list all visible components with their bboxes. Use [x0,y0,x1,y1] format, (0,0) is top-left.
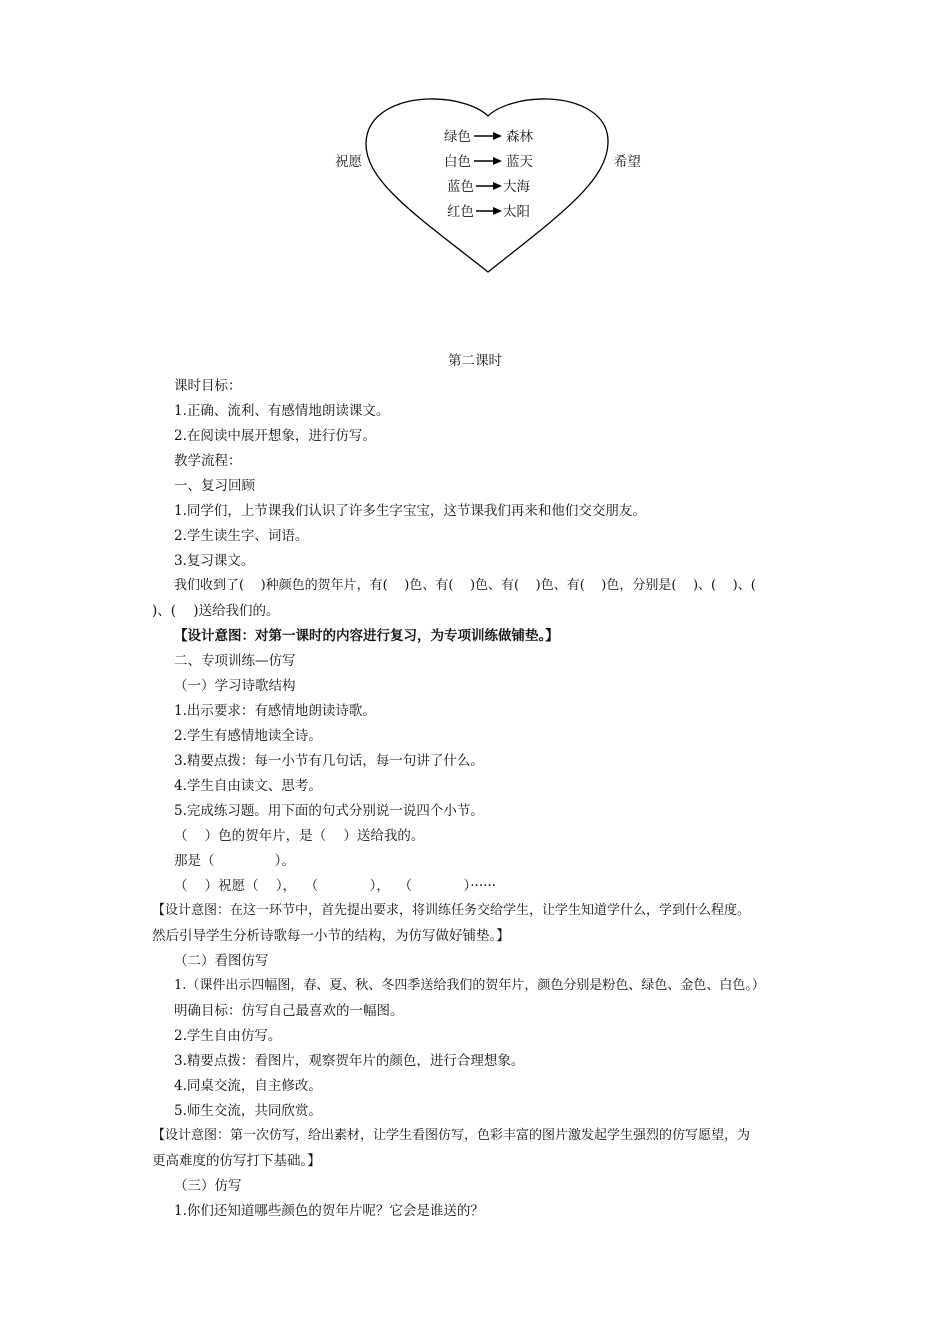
arrowhead-icon [493,207,502,215]
text-line: 4.学生自由读文、思考。 [174,778,322,794]
row-color: 红色 [447,204,474,220]
text-line: 3.精要点拨：看图片，观察贺年片的颜色，进行合理想象。 [174,1053,525,1069]
row-thing: 太阳 [503,204,530,220]
design-note: 更高难度的仿写打下基础。】 [152,1153,321,1169]
text-line: 1.正确、流利、有感情地朗读课文。 [174,403,390,419]
text-line: 1.同学们，上节课我们认识了许多生字宝宝，这节课我们再来和他们交交朋友。 [174,503,646,519]
text-line: 4.同桌交流，自主修改。 [174,1078,322,1094]
left-label: 祝愿 [335,154,362,170]
text-line: （一）学习诗歌结构 [174,678,296,694]
row-thing: 森林 [506,129,533,145]
design-note: 【设计意图：在这一环节中，首先提出要求，将训练任务交给学生，让学生知道学什么，学到什么程度。 [152,903,751,918]
text-line: （ ）色的贺年片，是（ ）送给我的。 [174,828,425,844]
text-line: 2.学生读生字、词语。 [174,528,309,544]
diagram-row [447,178,531,195]
text-line: 一、复习回顾 [174,478,255,494]
text-line: 明确目标：仿写自己最喜欢的一幅图。 [174,1003,404,1019]
row-thing: 蓝天 [506,154,533,170]
text-line: 5.完成练习题。用下面的句式分别说一说四个小节。 [174,803,484,819]
diagram-row [444,128,534,145]
design-note: 然后引导学生分析诗歌每一小节的结构，为仿写做好铺垫。】 [152,928,510,944]
text-line: 1.出示要求：有感情地朗读诗歌。 [174,703,376,719]
text-line: （ ）祝愿（ ）， （ ）， （ ）······ [174,878,496,894]
row-color: 蓝色 [447,179,474,195]
text-line: （三）仿写 [174,1178,242,1194]
text-line: 我们收到了( )种颜色的贺年片，有( )色、有( )色、有( )色、有( )色，分别是( )、( )、( [174,578,756,593]
row-color: 白色 [444,154,471,170]
text-line: 课时目标： [174,378,242,394]
heart-diagram [0,0,950,300]
design-note: 【设计意图：对第一课时的内容进行复习，为专项训练做铺垫。】 [174,628,559,644]
arrowhead-icon [493,157,502,165]
text-line: 5.师生交流，共同欣赏。 [174,1103,322,1119]
design-note: 【设计意图：第一次仿写，给出素材，让学生看图仿写，色彩丰富的图片激发起学生强烈的仿写愿望，为 [152,1128,751,1143]
arrowhead-icon [493,182,502,190]
text-line: )、( )送给我们的。 [152,603,280,619]
text-line: 3.精要点拨：每一小节有几句话，每一句讲了什么。 [174,753,484,769]
text-line: 二、专项训练—仿写 [174,653,296,669]
text-line: 2.学生自由仿写。 [174,1028,282,1044]
text-line: 那是（ ）。 [174,853,295,869]
diagram-row [447,203,530,220]
text-line: （二）看图仿写 [174,953,269,969]
text-line: 3.复习课文。 [174,553,255,569]
diagram-row [444,153,534,170]
row-color: 绿色 [444,129,471,145]
row-thing: 大海 [503,179,530,195]
text-line: 教学流程： [174,453,242,469]
text-line: 1.（课件出示四幅图，春、夏、秋、冬四季送给我们的贺年片，颜色分别是粉色、绿色、金色、白色。） [174,978,765,993]
section-title: 第二课时 [448,353,502,369]
arrowhead-icon [493,132,502,140]
text-line: 1.你们还知道哪些颜色的贺年片呢？它会是谁送的？ [174,1203,484,1219]
text-line: 2.学生有感情地读全诗。 [174,728,322,744]
text-line: 2.在阅读中展开想象，进行仿写。 [174,428,376,444]
right-label: 希望 [614,154,641,170]
